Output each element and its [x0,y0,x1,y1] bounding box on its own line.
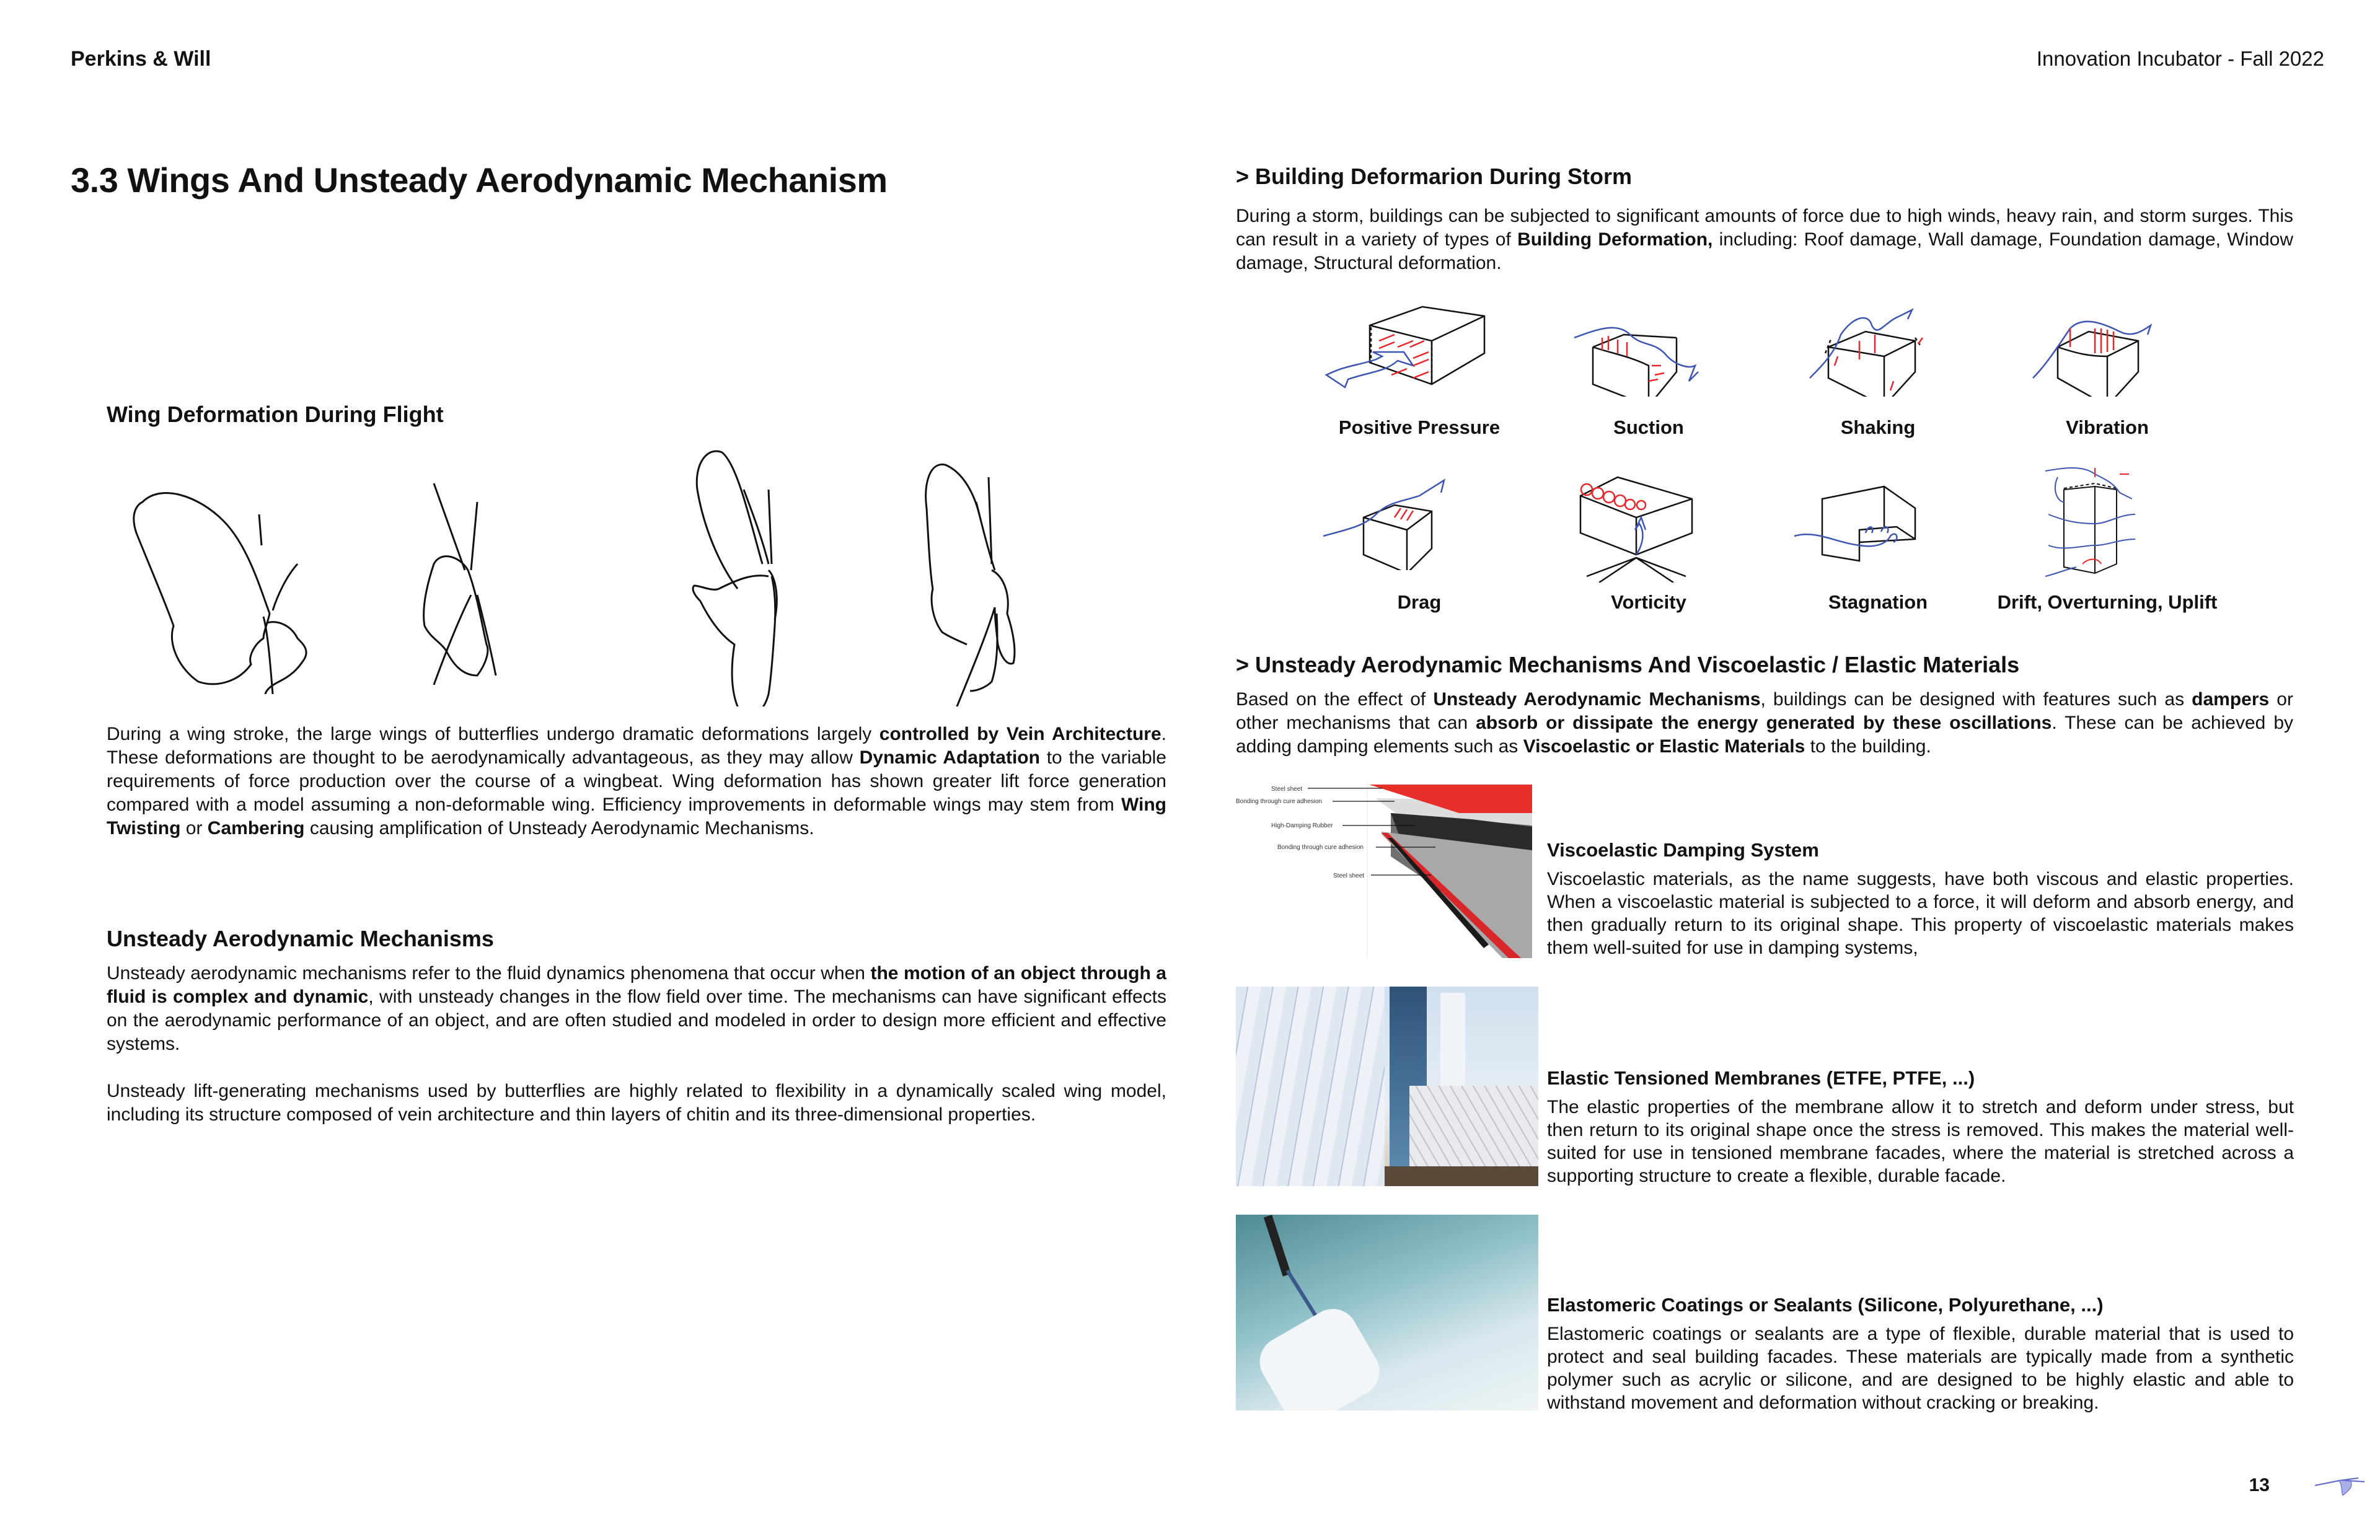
bold-phrase: controlled by Vein Architecture [879,724,1161,744]
stagnation-diagram-icon [1791,483,1977,570]
diagram-label-stagnation: Stagnation [1828,591,1928,613]
suction-diagram-icon [1568,304,1742,397]
damper-label-steel-sheet-top: Steel sheet [1271,786,1303,793]
text-run: , buildings can be designed with features such as [1760,689,2192,710]
bold-phrase: dampers [2192,689,2270,710]
damper-label-steel-sheet-bottom: Steel sheet [1333,873,1365,879]
materials-section-heading [1236,652,2019,678]
wing-deformation-paragraph [107,723,1166,840]
bold-phrase: the motion of an object through a fluid is complex and dynamic [107,963,1166,1007]
damper-label-rubber: High-Damping Rubber [1271,822,1333,829]
text-run: or [180,818,208,838]
bold-phrase: Unsteady Aerodynamic Mechanisms [1433,689,1761,710]
text-run: During a storm, buildings can be subjected to significant amounts of force due to high winds, heavy rain, and storm surges. This can result in a variety of types of [1236,206,2293,250]
text-run: causing amplification of Unsteady Aerodynamic Mechanisms. [304,818,814,838]
diagram-label-drift-overturning-uplift: Drift, Overturning, Uplift [1997,591,2218,613]
page-title: 3.3 Wings And Unsteady Aerodynamic Mechanism [71,161,888,200]
bold-phrase: Dynamic Adaptation [859,747,1040,768]
butterfly-sketch-3 [693,451,777,706]
diagram-label-shaking: Shaking [1840,416,1916,438]
storm-heading-text: Building Deformarion During Storm [1255,164,1633,189]
text-run: Unsteady aerodynamic mechanisms refer to the fluid dynamics phenomena that occur when [107,963,871,983]
damper-label-bonding-top: Bonding through cure adhesion [1236,798,1322,805]
diagram-label-vibration: Vibration [2066,416,2149,438]
bold-phrase: Wing Twisting [107,794,1166,838]
diagram-label-drag: Drag [1397,591,1442,613]
elastic-membranes-title: Elastic Tensioned Membranes (ETFE, PTFE, ...) [1547,1067,1975,1089]
elastic-membranes-body: The elastic properties of the membrane allow it to stretch and deform under stress, but then return to its original shape once the stress is removed. This makes the material well-suited for use in tensioned membrane facades, where the material is stretched across a supporting structure to create a flexible, durable facade. [1547,1097,2294,1186]
etfe-membrane-facade-image [1236,987,1538,1186]
text-run: . These can be achieved by adding damping elements such as [1236,713,2294,757]
text-run: including: Roof damage, Wall damage, Foundation damage, Window damage, Structural deformation. [1236,229,2293,273]
butterfly-sketch-4 [926,465,1015,706]
diagram-label-positive-pressure: Positive Pressure [1338,416,1501,438]
materials-section-paragraph [1236,688,2293,759]
chevron-right-icon: > [1236,164,1250,189]
text-run: to the building. [1805,736,1931,757]
unsteady-mechanisms-paragraph-2: Unsteady lift-generating mechanisms used by butterflies are highly related to flexibility in a dynamically scaled wing model, including its structure composed of vein architecture and thin layers of chitin and its three-dimensional properties. [107,1081,1166,1125]
storm-section-heading [1236,164,1632,190]
unsteady-mechanisms-paragraph-1 [107,962,1166,1056]
text-run: During a wing stroke, the large wings of butterflies undergo dramatic deformations largely [107,724,879,744]
viscoelastic-damper-image [1236,782,1538,962]
bold-phrase: Viscoelastic or Elastic Materials [1523,736,1805,757]
butterfly-logo-icon [2315,1472,2371,1503]
butterfly-sketch-1 [134,493,306,694]
text-run: Based on the effect of [1236,689,1434,710]
materials-heading-text: Unsteady Aerodynamic Mechanisms And Viscoelastic / Elastic Materials [1255,652,2020,677]
drag-diagram-icon [1320,471,1494,570]
text-run: . These deformations are thought to be aerodynamically advantageous, as they may allow [107,724,1167,768]
diagram-label-suction: Suction [1613,416,1684,438]
elastomeric-coatings-body: Elastomeric coatings or sealants are a type of flexible, durable material that is used to protect and seal building facades. These materials are typically made from a synthetic polymer such as acrylic or silicone, and are designed to be highly elastic and able to withstand movement and deformation without cracking or breaking. [1547,1324,2294,1413]
unsteady-mechanisms-heading: Unsteady Aerodynamic Mechanisms [107,926,494,951]
brand-name: Perkins & Will [71,47,211,71]
vorticity-diagram-icon [1568,471,1742,583]
butterfly-wing-deformation-sketches [124,446,1178,706]
bold-phrase: absorb or dissipate the energy generated by these oscillations [1476,713,2052,733]
damper-label-bonding-bottom: Bonding through cure adhesion [1277,844,1364,851]
vibration-diagram-icon [2021,304,2194,397]
text-run: , with unsteady changes in the flow field over time. The mechanisms can have significant effects on the aerodynamic performance of an object, and are often studied and modeled in order to design more efficient and effective systems. [107,987,1167,1054]
chevron-right-icon: > [1236,652,1250,677]
publication-title: Innovation Incubator - Fall 2022 [2036,47,2324,70]
page-number: 13 [2249,1475,2270,1495]
butterfly-sketch-2 [424,483,496,685]
viscoelastic-damping-body: Viscoelastic materials, as the name suggests, have both viscous and elastic properties. When a viscoelastic material is subjected to a force, it will deform and absorb energy, and then gradually return to its original shape. This property of viscoelastic materials makes them well-suited for use in damping systems, [1547,869,2294,958]
text-run: or other mechanisms that can [1236,689,2293,733]
drift-overturning-uplift-diagram-icon [2039,465,2163,583]
bold-phrase: Cambering [207,818,305,838]
wing-deformation-heading: Wing Deformation During Flight [107,402,444,427]
elastomeric-coatings-title: Elastomeric Coatings or Sealants (Silicone, Polyurethane, ...) [1547,1294,2104,1316]
elastomeric-coating-roller-image [1236,1215,1538,1410]
viscoelastic-damping-title: Viscoelastic Damping System [1547,839,1819,861]
storm-section-paragraph [1236,205,2293,275]
bold-phrase: Building Deformation, [1517,229,1713,250]
text-run: to the variable requirements of force production over the course of a wingbeat. Wing deformation has shown greater lift force generation compared with a model assuming a non-deformable wing. Efficiency improvements in deformable wings may stem from [107,747,1166,815]
shaking-diagram-icon [1797,304,1971,397]
diagram-label-vorticity: Vorticity [1611,591,1686,613]
positive-pressure-diagram-icon [1320,304,1494,397]
